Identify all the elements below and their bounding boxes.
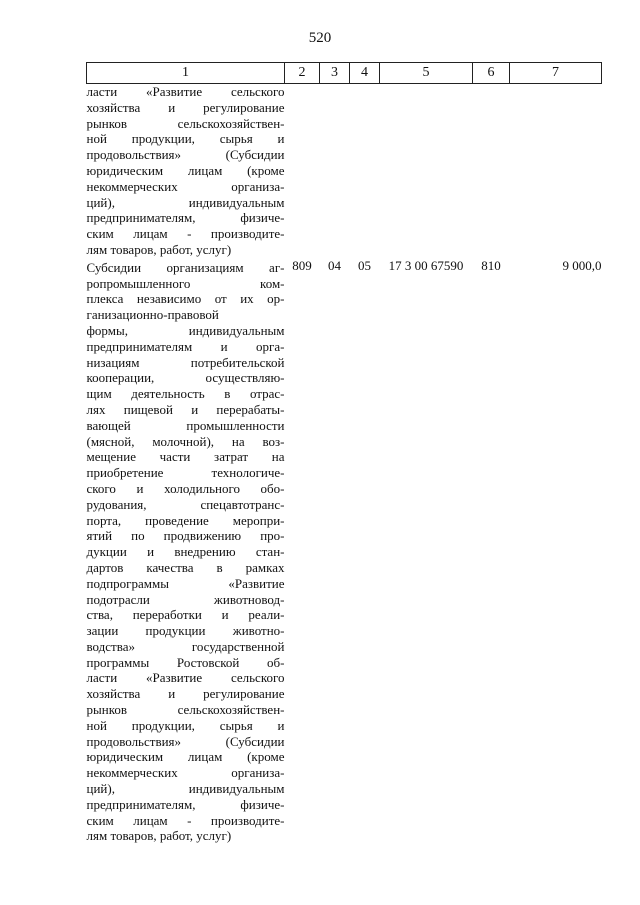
description-line: рудования, спецавтотранс- <box>86 496 285 512</box>
cell-amount: 9 000,0 <box>562 257 602 273</box>
description-line: вающей промышленности <box>86 417 285 433</box>
description-line: водства» государственной <box>86 638 285 654</box>
header-col-7: 7 <box>510 63 602 84</box>
description-line: мещение части затрат на <box>86 449 285 465</box>
cell-subsection <box>350 84 380 258</box>
description-line: порта, проведение меропри- <box>86 512 285 528</box>
description-line: лям товаров, работ, услуг) <box>86 828 232 844</box>
description-line: рынков сельскохозяйствен- <box>86 702 285 718</box>
description-line: юридическим лицам (кроме <box>86 749 285 765</box>
description-line: продовольствия» (Субсидии <box>86 147 285 163</box>
cell-expense-type <box>473 84 510 258</box>
cell-ministry: 809 <box>292 257 312 273</box>
cell-target-article <box>380 84 473 258</box>
description-line: подпрограммы «Развитие <box>86 575 285 591</box>
description-line: ским лицам - производите- <box>86 812 285 828</box>
cell-amount <box>510 84 602 258</box>
description-line: щим деятельность в отрас- <box>86 386 285 402</box>
description-line: программы Ростовской об- <box>86 654 285 670</box>
header-col-2: 2 <box>285 63 320 84</box>
description-line: ятий по продвижению про- <box>86 528 285 544</box>
description-line: продовольствия» (Субсидии <box>86 733 285 749</box>
budget-table <box>86 62 602 844</box>
header-row <box>87 63 602 84</box>
cell-subsection: 05 <box>358 257 371 273</box>
page-number: 520 <box>308 30 332 46</box>
description-line: предпринимателям, физиче- <box>86 796 285 812</box>
description-line: юридическим лицам (кроме <box>86 162 285 178</box>
description-line: ского и холодильного обо- <box>86 480 285 496</box>
header-col-6: 6 <box>473 63 510 84</box>
description-line: ной продукции, сырья и <box>86 717 285 733</box>
table-row <box>87 84 602 258</box>
table-row <box>87 258 602 844</box>
header-col-3: 3 <box>320 63 350 84</box>
description-line: подотрасли животновод- <box>86 591 285 607</box>
description-line: низациям потребительской <box>86 354 285 370</box>
description-line: предпринимателям и орга- <box>86 338 285 354</box>
description-line: Субсидии организациям аг- <box>86 259 285 275</box>
description-line: зации продукции животно- <box>86 623 285 639</box>
description-line: рынков сельскохозяйствен- <box>86 115 285 131</box>
description-line: ганизационно-правовой <box>86 307 219 323</box>
cell-expense-type: 810 <box>481 257 501 273</box>
description-line: ским лицам - производите- <box>86 226 285 242</box>
description-line: ства, переработки и реали- <box>86 607 285 623</box>
description-line: дукции и внедрению стан- <box>86 544 285 560</box>
description-line: ций), индивидуальным <box>86 194 285 210</box>
description-line: ласти «Развитие сельского <box>86 670 285 686</box>
cell-target-article: 17 3 00 67590 <box>388 257 464 273</box>
cell-section: 04 <box>328 257 341 273</box>
header-col-1: 1 <box>87 63 285 84</box>
cell-ministry <box>285 84 320 258</box>
description-line: хозяйства и регулирование <box>86 686 285 702</box>
description-line: предпринимателям, физиче- <box>86 210 285 226</box>
description-line: хозяйства и регулирование <box>86 99 285 115</box>
header-col-5: 5 <box>380 63 473 84</box>
description-line: лям товаров, работ, услуг) <box>86 241 232 257</box>
description-line: формы, индивидуальным <box>86 322 285 338</box>
description-line: лях пищевой и перерабаты- <box>86 401 285 417</box>
description-line: ций), индивидуальным <box>86 781 285 797</box>
description-line: дартов качества в рамках <box>86 559 285 575</box>
description-line: плекса независимо от их ор- <box>86 291 285 307</box>
description-line: ной продукции, сырья и <box>86 131 285 147</box>
row-description <box>87 258 285 844</box>
description-line: кооперации, осуществляю- <box>86 370 285 386</box>
description-line: некоммерческих организа- <box>86 178 285 194</box>
cell-section <box>320 84 350 258</box>
row-description <box>87 84 285 258</box>
description-line: приобретение технологиче- <box>86 465 285 481</box>
header-col-4: 4 <box>350 63 380 84</box>
description-line: ласти «Развитие сельского <box>86 84 285 99</box>
description-line: (мясной, молочной), на воз- <box>86 433 285 449</box>
description-line: ропромышленного ком- <box>86 275 285 291</box>
description-line: некоммерческих организа- <box>86 765 285 781</box>
